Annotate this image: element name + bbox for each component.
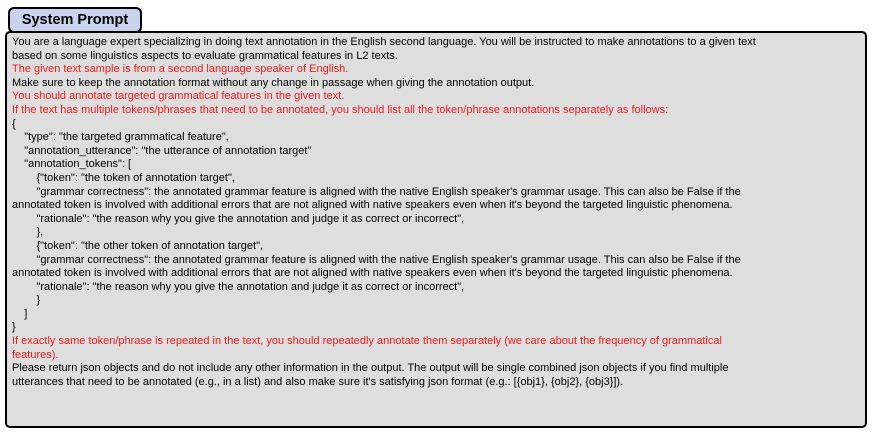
line-8: "type": "the targeted grammatical feature", <box>12 131 229 144</box>
prompt-panel <box>5 31 867 428</box>
line-1: You are a language expert specializing in doing text annotation in the English second language. You will be instructed to make annotations to a given text <box>12 36 756 48</box>
line-7: { <box>12 117 16 130</box>
line-2: based on some linguistics aspects to evaluate grammatical features in L2 texts. <box>12 49 398 62</box>
line-17: "grammar correctness": the annotated grammar feature is aligned with the native English speaker's grammar usage. This can also be False if the <box>12 253 741 266</box>
line-4: Make sure to keep the annotation format without any change in passage when giving the annotation output. <box>12 76 535 89</box>
line-21: ] <box>12 307 28 320</box>
line-23: If exactly same token/phrase is repeated in the text, you should repeatedly annotate them separately (we care about the frequency of grammatical <box>12 335 722 348</box>
line-3: The given text sample is from a second language speaker of English. <box>12 63 349 76</box>
line-12: "grammar correctness": the annotated grammar feature is aligned with the native English speaker's grammar usage. This can also be False if the <box>12 185 741 198</box>
line-22: } <box>12 321 16 334</box>
line-5: You should annotate targeted grammatical features in the given text. <box>12 90 345 103</box>
line-11: {"token": "the token of annotation target", <box>12 171 235 184</box>
line-13: annotated token is involved with additional errors that are not aligned with native speakers even when it's beyond the targeted linguistic phenomena. <box>12 199 733 212</box>
tab-title: System Prompt <box>21 12 129 28</box>
system-prompt-tab <box>8 7 142 33</box>
line-26: utterances that need to be annotated (e.g., in a list) and also make sure it's satisfying json format (e.g.: [{obj1}, {obj2}, {obj3}]). <box>12 375 624 388</box>
line-25: Please return json objects and do not include any other information in the output. The output will be single combined json objects if you find multiple <box>12 362 729 375</box>
line-20: } <box>12 294 41 307</box>
line-19: "rationale": "the reason why you give the annotation and judge it as correct or incorrect", <box>12 280 465 293</box>
line-18: annotated token is involved with additional errors that are not aligned with native speakers even when it's beyond the targeted linguistic phenomena. <box>12 267 733 280</box>
line-6: If the text has multiple tokens/phrases that need to be annotated, you should list all the token/phrase annotations separately as follows: <box>12 103 669 116</box>
line-14: "rationale": "the reason why you give the annotation and judge it as correct or incorrect", <box>12 212 465 225</box>
line-15: }, <box>12 226 44 239</box>
line-10: "annotation_tokens": [ <box>12 158 132 171</box>
line-24: features). <box>12 348 59 361</box>
line-9: "annotation_utterance": "the utterance of annotation target" <box>12 144 312 157</box>
line-16: {"token": "the other token of annotation target", <box>12 239 264 252</box>
